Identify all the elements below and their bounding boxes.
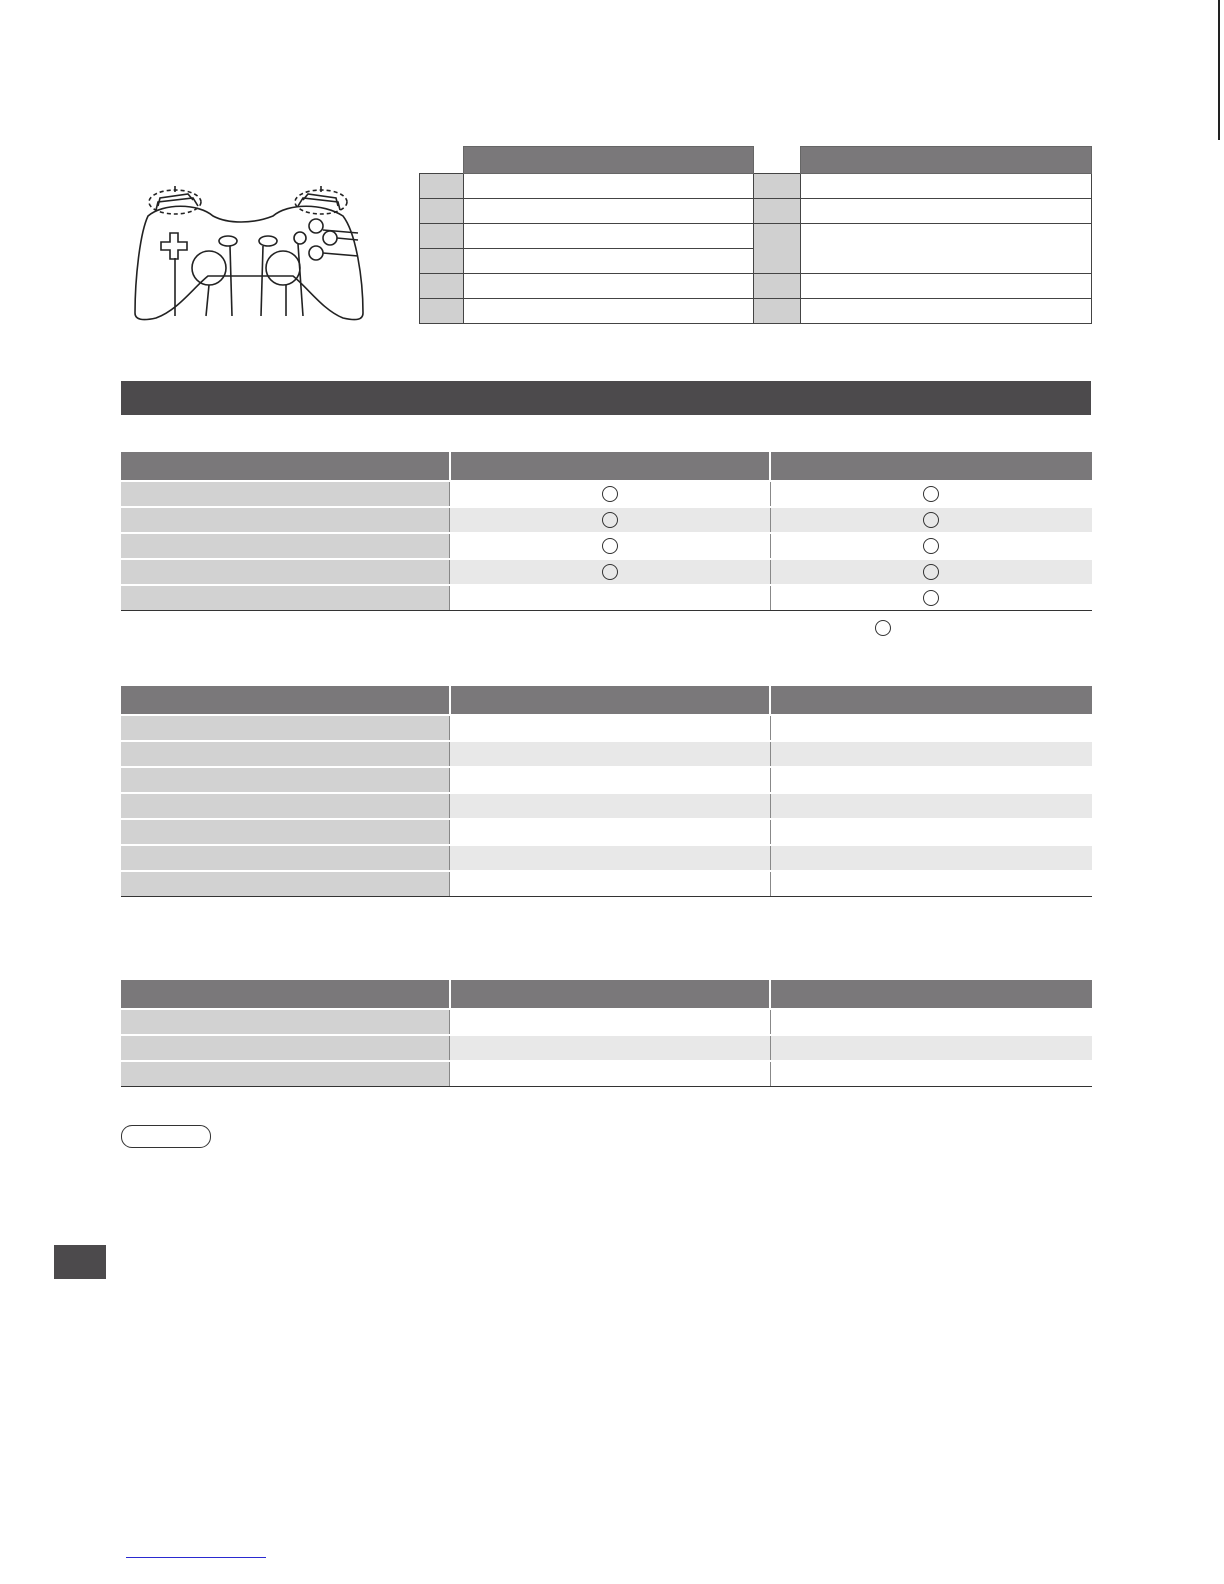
table2-header bbox=[450, 686, 771, 715]
compatibility-table bbox=[121, 452, 1092, 611]
page-number-tab bbox=[54, 1245, 106, 1279]
button-function bbox=[800, 199, 1091, 224]
table2-cell bbox=[770, 767, 1092, 793]
table3-cell bbox=[770, 1035, 1092, 1061]
table1-cell bbox=[770, 533, 1092, 559]
table3-cell bbox=[770, 1009, 1092, 1035]
button-key bbox=[420, 224, 464, 249]
button-table-header-left bbox=[464, 147, 754, 174]
button-key bbox=[754, 174, 800, 199]
table3-cell bbox=[450, 1009, 771, 1035]
button-key bbox=[420, 199, 464, 224]
button-function bbox=[464, 174, 754, 199]
button-key bbox=[420, 274, 464, 299]
table2-cell bbox=[450, 741, 771, 767]
table1-cell bbox=[450, 507, 771, 533]
table1-cell bbox=[450, 533, 771, 559]
button-function bbox=[464, 249, 754, 274]
table3-header bbox=[450, 980, 771, 1009]
legend-circle-mark bbox=[875, 620, 891, 636]
button-key bbox=[754, 224, 800, 274]
table1-cell bbox=[770, 559, 1092, 585]
table2-row-label bbox=[121, 793, 450, 819]
table3-header bbox=[770, 980, 1092, 1009]
supported-circle-mark bbox=[602, 538, 618, 554]
table3-row-label bbox=[121, 1035, 450, 1061]
table1-cell bbox=[770, 507, 1092, 533]
table2-row-label bbox=[121, 715, 450, 741]
table1-header bbox=[450, 452, 771, 481]
table2-cell bbox=[450, 845, 771, 871]
section-heading-bar bbox=[121, 381, 1091, 415]
supported-circle-mark bbox=[923, 512, 939, 528]
table1-header bbox=[121, 452, 450, 481]
table2-header bbox=[121, 686, 450, 715]
header-spacer bbox=[754, 147, 800, 174]
table2-row-label bbox=[121, 871, 450, 897]
button-function bbox=[464, 299, 754, 324]
supported-circle-mark bbox=[923, 538, 939, 554]
table2-row-label bbox=[121, 819, 450, 845]
table2-cell bbox=[770, 793, 1092, 819]
table2-cell bbox=[450, 767, 771, 793]
button-function bbox=[800, 174, 1091, 199]
supported-circle-mark bbox=[602, 486, 618, 502]
table2-header bbox=[770, 686, 1092, 715]
supported-circle-mark bbox=[923, 564, 939, 580]
table1-row-label bbox=[121, 481, 450, 507]
supported-circle-mark bbox=[923, 590, 939, 606]
button-function bbox=[800, 299, 1091, 324]
button-function bbox=[464, 199, 754, 224]
table2-cell bbox=[450, 715, 771, 741]
table1-row-label bbox=[121, 559, 450, 585]
table2-cell bbox=[450, 819, 771, 845]
table3-cell bbox=[450, 1061, 771, 1087]
header-spacer bbox=[420, 147, 464, 174]
button-function bbox=[800, 274, 1091, 299]
table1-row-label bbox=[121, 585, 450, 611]
table3-row-label bbox=[121, 1009, 450, 1035]
page-edge-rule bbox=[1218, 0, 1220, 140]
specification-table-2 bbox=[121, 686, 1092, 897]
table2-cell bbox=[450, 871, 771, 897]
table1-cell bbox=[450, 559, 771, 585]
button-key bbox=[754, 299, 800, 324]
button-key bbox=[420, 249, 464, 274]
table3-cell bbox=[450, 1035, 771, 1061]
button-key bbox=[754, 199, 800, 224]
table1-cell bbox=[770, 585, 1092, 611]
table1-row-label bbox=[121, 533, 450, 559]
table1-cell bbox=[450, 481, 771, 507]
table3-header bbox=[121, 980, 450, 1009]
button-key bbox=[754, 274, 800, 299]
table3-row-label bbox=[121, 1061, 450, 1087]
table1-cell bbox=[770, 481, 1092, 507]
table2-cell bbox=[770, 741, 1092, 767]
note-label-pill bbox=[121, 1125, 211, 1148]
table2-row-label bbox=[121, 741, 450, 767]
table2-row-label bbox=[121, 845, 450, 871]
table2-row-label bbox=[121, 767, 450, 793]
table1-cell bbox=[450, 585, 771, 611]
table3-cell bbox=[770, 1061, 1092, 1087]
button-function bbox=[464, 274, 754, 299]
supported-circle-mark bbox=[602, 512, 618, 528]
table1-header bbox=[770, 452, 1092, 481]
table2-cell bbox=[450, 793, 771, 819]
footer-link-rule bbox=[126, 1557, 266, 1558]
table2-cell bbox=[770, 845, 1092, 871]
supported-circle-mark bbox=[923, 486, 939, 502]
button-key bbox=[420, 174, 464, 199]
button-key bbox=[420, 299, 464, 324]
specification-table-3 bbox=[121, 980, 1092, 1087]
game-controller-diagram bbox=[118, 178, 380, 328]
button-function bbox=[800, 224, 1091, 274]
button-function bbox=[464, 224, 754, 249]
supported-circle-mark bbox=[602, 564, 618, 580]
table2-cell bbox=[770, 819, 1092, 845]
table2-cell bbox=[770, 871, 1092, 897]
table2-cell bbox=[770, 715, 1092, 741]
button-function-table bbox=[419, 146, 1092, 324]
button-table-header-right bbox=[800, 147, 1091, 174]
table1-row-label bbox=[121, 507, 450, 533]
